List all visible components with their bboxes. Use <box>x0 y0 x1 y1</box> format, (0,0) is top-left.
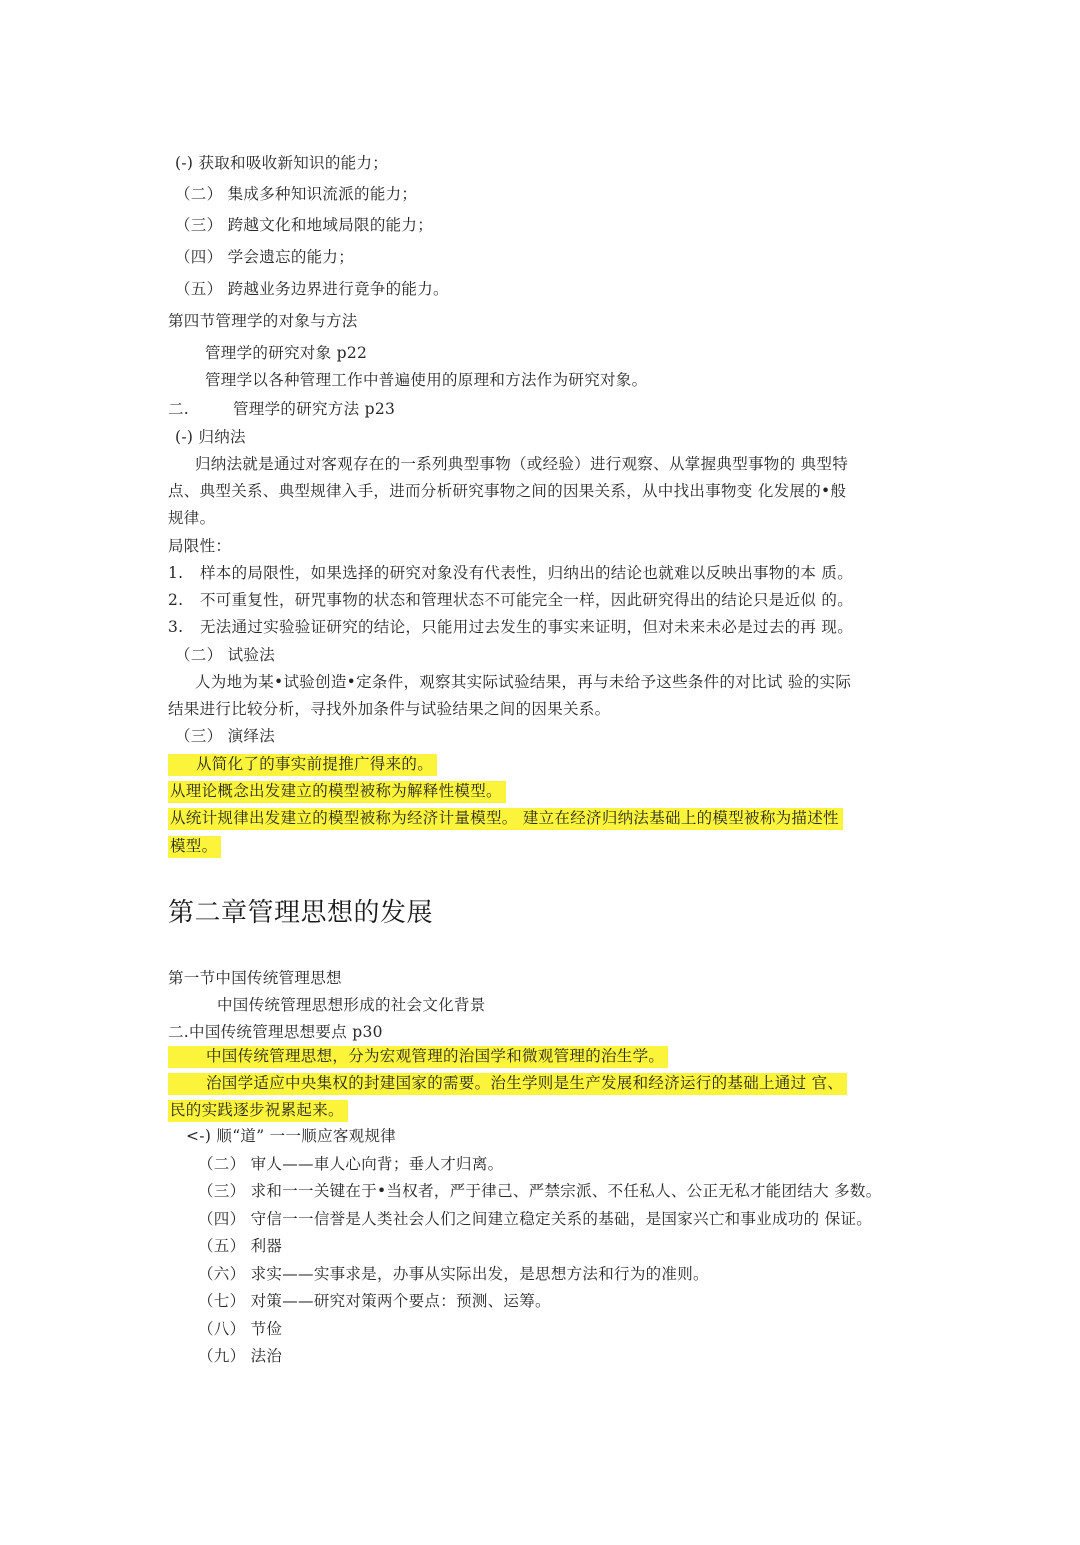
principle-item-3: （三） 求和一一关键在于•当权者，严于律己、严禁宗派、不任私人、公正无私才能团结大 多数。 <box>198 1182 882 1200</box>
principle-item-7: （七） 对策——研究对策两个要点：预测、运筹。 <box>198 1292 551 1310</box>
limitation-text-2: 不可重复性，研咒事物的状态和管理状态不可能完全一样，因此研究得出的结论只是近似 的。 <box>200 591 854 609</box>
key-points-line-2 <box>168 1071 847 1095</box>
induction-paragraph-line-1: 归纳法就是通过对客观存在的一系列典型事物（或经验）进行观察、从掌握典型事物的 典型特 <box>195 455 849 473</box>
principle-item-1: <-) 顺“道” 一一顺应客观规律 <box>186 1127 397 1145</box>
chapter-2-title: 第二章管理思想的发展 <box>168 898 434 928</box>
experiment-paragraph-line-2: 结果进行比较分析，寻找外加条件与试验结果之间的因果关系。 <box>168 700 611 718</box>
research-method-number: 二. <box>168 400 190 418</box>
limitation-number-1: 1. <box>168 564 184 582</box>
highlighted-text: 从理论概念出发建立的模型被称为解释性模型。 <box>168 781 506 803</box>
principle-item-5: （五） 利器 <box>198 1237 283 1255</box>
highlighted-text: 中国传统管理思想，分为宏观管理的治国学和微观管理的治生学。 <box>168 1046 668 1068</box>
induction-heading: (-) 归纳法 <box>175 428 246 446</box>
ability-item-1: (-) 获取和吸收新知识的能力； <box>175 154 389 172</box>
principle-item-2: （二） 审人——車人心向背；垂人才归离。 <box>198 1155 504 1173</box>
deduction-heading: （三） 演绎法 <box>175 727 276 745</box>
principle-item-4: （四） 守信一一信誉是人类社会人们之间建立稳定关系的基础，是国家兴亡和事业成功的 保证。 <box>198 1210 873 1228</box>
key-points-line-3 <box>168 1098 348 1122</box>
cultural-background-heading: 中国传统管理思想形成的社会文化背景 <box>217 996 486 1014</box>
experiment-heading: （二） 试验法 <box>175 646 276 664</box>
research-object-text: 管理学以各种管理工作中普遍使用的原理和方法作为研究对象。 <box>205 371 648 389</box>
ability-item-5: （五） 跨越业务边界进行竟争的能力。 <box>175 280 449 298</box>
highlighted-text: 从统计规律出发建立的模型被称为经济计量模型。 建立在经济归纳法基础上的模型被称为描述性 <box>168 808 843 830</box>
highlighted-text: 治国学适应中央集权的封建国家的需要。治生学则是生产发展和经济运行的基础上通过 官、 <box>168 1073 847 1095</box>
limitation-number-3: 3. <box>168 618 184 636</box>
section-4-heading: 第四节管理学的对象与方法 <box>168 312 358 330</box>
ability-item-4: （四） 学会遗忘的能力； <box>175 248 355 266</box>
limitations-heading: 局限性： <box>168 537 232 555</box>
limitation-text-1: 样本的局限性，如果选择的研究对象没有代表性，归纳出的结论也就难以反映出事物的本 质。 <box>200 564 854 582</box>
key-points-heading: 二.中国传统管理思想要点 p30 <box>168 1023 383 1041</box>
ability-item-3: （三） 跨越文化和地域局限的能力； <box>175 216 434 234</box>
deduction-line-1 <box>168 752 437 776</box>
highlighted-text: 模型。 <box>168 836 221 858</box>
key-points-line-1 <box>168 1044 668 1068</box>
principle-item-9: （九） 法治 <box>198 1347 283 1365</box>
limitation-number-2: 2. <box>168 591 184 609</box>
deduction-line-2 <box>168 779 506 803</box>
deduction-line-4 <box>168 834 221 858</box>
section-1-heading: 第一节中国传统管理思想 <box>168 969 342 987</box>
research-method-heading: 管理学的研究方法 p23 <box>233 400 396 418</box>
induction-paragraph-line-3: 规律。 <box>168 509 216 527</box>
highlighted-text: 民的实践逐步祝累起来。 <box>168 1100 348 1122</box>
limitation-text-3: 无法通过实验验证研究的结论，只能用过去发生的事实来证明，但对未来未必是过去的再 现。 <box>200 618 854 636</box>
principle-item-8: （八） 节俭 <box>198 1320 283 1338</box>
deduction-line-3 <box>168 806 843 830</box>
ability-item-2: （二） 集成多种知识流派的能力； <box>175 185 418 203</box>
highlighted-text: 从简化了的事实前提推广得来的。 <box>168 754 437 776</box>
induction-paragraph-line-2: 点、典型关系、典型规律入手，进而分析研究事物之间的因果关系，从中找出事物变 化发展的•般 <box>168 482 847 500</box>
principle-item-6: （六） 求实——实事求是，办事从实际出发，是思想方法和行为的准则。 <box>198 1265 709 1283</box>
experiment-paragraph-line-1: 人为地为某•试验创造•定条件，观察其实际试验结果，再与未给予这些条件的对比试 验的实际 <box>195 673 852 691</box>
research-object-heading: 管理学的研究对象 p22 <box>205 344 368 362</box>
